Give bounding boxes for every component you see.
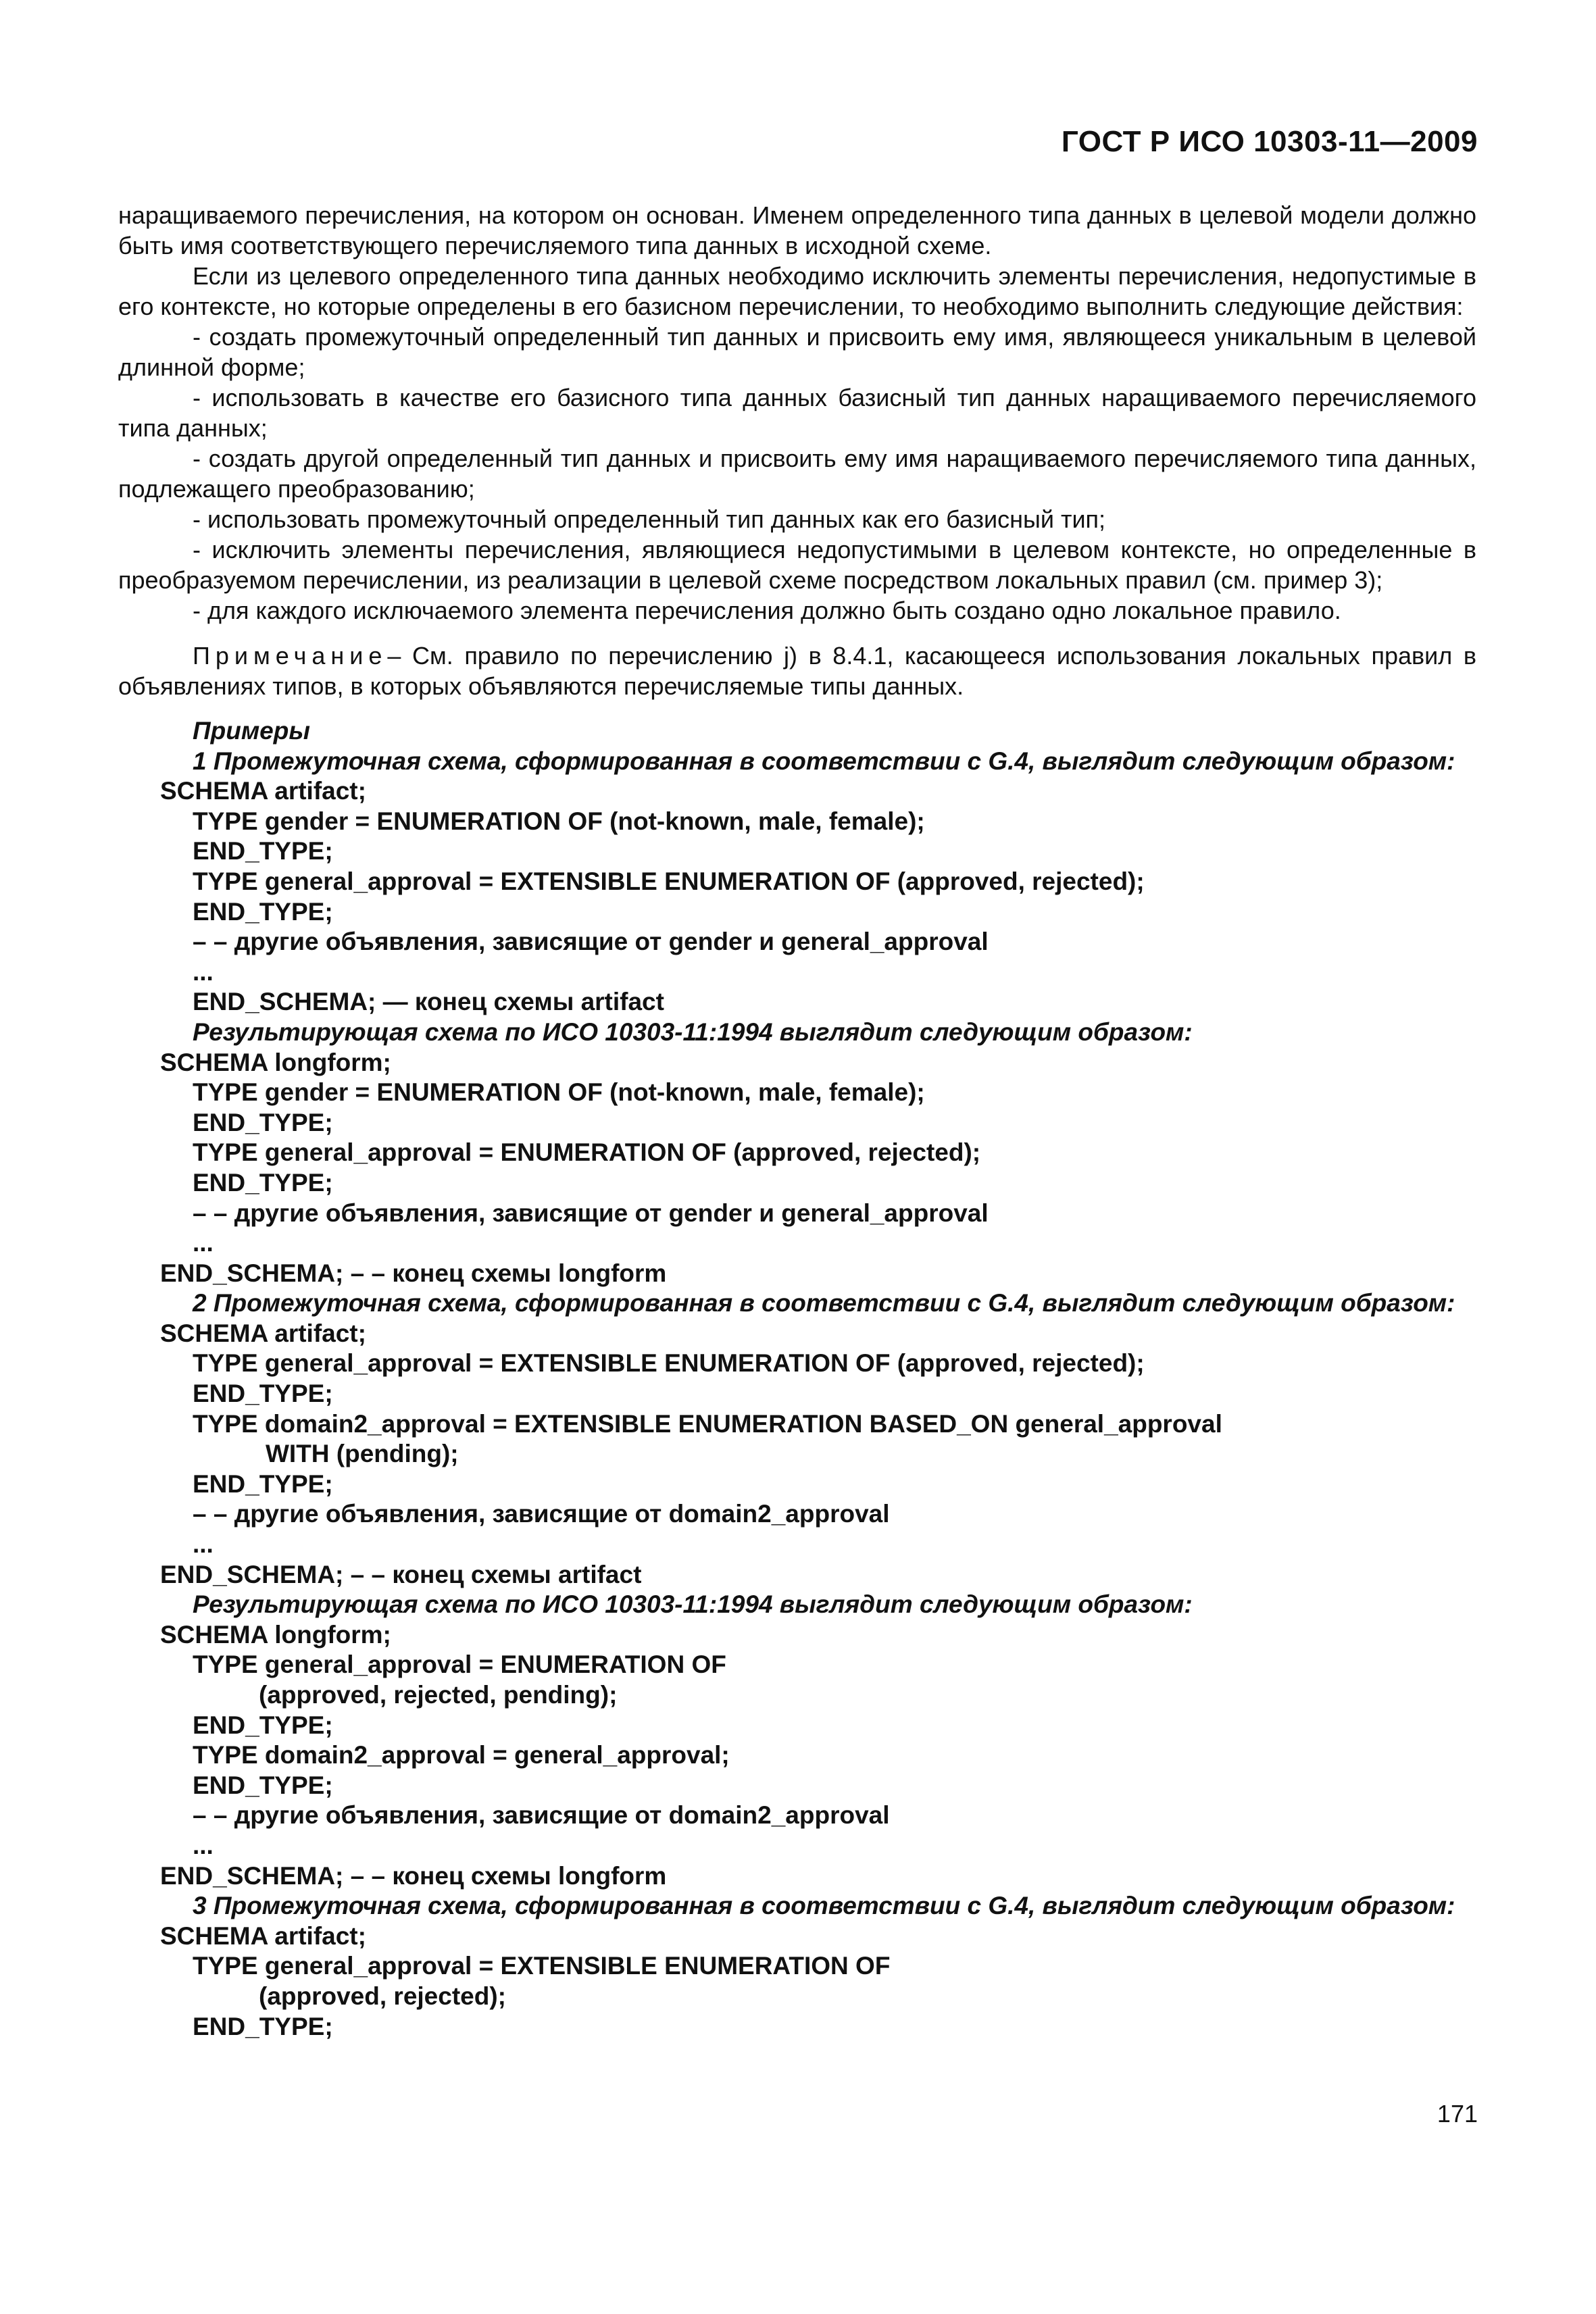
code-line: SCHEMA artifact; xyxy=(160,1319,366,1347)
code-line: END_SCHEMA; – – конец схемы artifact xyxy=(160,1560,642,1588)
code-comment: – – другие объявления, зависящие от domain2_approval xyxy=(193,1801,890,1830)
example-caption: Результирующая схема по ИСО 10303-11:1994 выглядит следующим образом: xyxy=(193,1017,1193,1046)
example-caption: Результирующая схема по ИСО 10303-11:1994 выглядит следующим образом: xyxy=(193,1590,1193,1619)
code-line: END_SCHEMA; — конец схемы artifact xyxy=(193,988,664,1016)
code-line: END_SCHEMA; – – конец схемы longform xyxy=(160,1861,667,1890)
code-line: END_TYPE; xyxy=(193,1168,333,1197)
standard-header: ГОСТ Р ИСО 10303-11—2009 xyxy=(1061,125,1478,158)
note-label: Примечание xyxy=(193,642,388,670)
examples-heading: Примеры xyxy=(193,717,310,745)
code-line: TYPE general_approval = ENUMERATION OF xyxy=(193,1651,726,1679)
code-line: TYPE domain2_approval = EXTENSIBLE ENUMERATION BASED_ON general_approval xyxy=(193,1409,1222,1438)
code-line: TYPE general_approval = EXTENSIBLE ENUMERATION OF (approved, rejected); xyxy=(193,867,1145,895)
paragraph: наращиваемого перечисления, на котором он основан. Именем определенного типа данных в целевой модели должно быть имя соответствующего перечисляемого типа данных в исходной схеме. xyxy=(118,201,1476,259)
code-line: TYPE domain2_approval = general_approval; xyxy=(193,1741,730,1769)
code-line: TYPE general_approval = ENUMERATION OF (approved, rejected); xyxy=(193,1138,981,1167)
code-line: END_TYPE; xyxy=(193,1108,333,1136)
code-line: END_TYPE; xyxy=(193,1711,333,1739)
code-comment: – – другие объявления, зависящие от gender и general_approval xyxy=(193,1199,989,1227)
code-line: TYPE gender = ENUMERATION OF (not-known, male, female); xyxy=(193,1078,925,1107)
note xyxy=(118,640,1476,701)
code-line: SCHEMA artifact; xyxy=(160,777,366,805)
code-ellipsis: ... xyxy=(193,1831,214,1859)
code-line: (approved, rejected); xyxy=(259,1982,506,2010)
code-line: END_TYPE; xyxy=(193,897,333,926)
list-item: - создать другой определенный тип данных и присвоить ему имя наращиваемого перечисляемого типа данных, подлежащего преобразованию; xyxy=(118,445,1476,503)
list-item: - использовать промежуточный определенный тип данных как его базисный тип; xyxy=(193,505,1106,533)
note-text: – См. правило по перечислению j) в 8.4.1, касающееся использования локальных правил в объявлениях типов, в которых объявляются перечисляемые типы данных. xyxy=(118,642,1476,700)
code-line: END_TYPE; xyxy=(193,1469,333,1498)
code-comment: – – другие объявления, зависящие от gender и general_approval xyxy=(193,928,989,956)
example-caption: 3 Промежуточная схема, сформированная в соответствии с G.4, выглядит следующим образом: xyxy=(193,1892,1455,1920)
paragraph: Если из целевого определенного типа данных необходимо исключить элементы перечисления, недопустимые в его контексте, но которые определены в его базисном перечислении, то необходимо выполнить следующие действия: xyxy=(118,262,1476,320)
code-comment: – – другие объявления, зависящие от domain2_approval xyxy=(193,1500,890,1528)
list-item: - использовать в качестве его базисного типа данных базисный тип данных наращиваемого перечисляемого типа данных; xyxy=(118,384,1476,442)
code-ellipsis: ... xyxy=(193,1229,214,1257)
code-line: SCHEMA longform; xyxy=(160,1620,391,1649)
code-line: SCHEMA longform; xyxy=(160,1048,391,1076)
list-item: - для каждого исключаемого элемента перечисления должно быть создано одно локальное правило. xyxy=(193,597,1341,624)
page-number: 171 xyxy=(1437,2100,1478,2128)
page-content xyxy=(118,200,1476,2042)
code-ellipsis: ... xyxy=(193,957,214,986)
list-item: - исключить элементы перечисления, являющиеся недопустимыми в целевом контексте, но определенные в преобразуемом перечислении, из реализации в целевой схеме посредством локальных правил (см. пример 3); xyxy=(118,536,1476,594)
code-line: SCHEMA artifact; xyxy=(160,1921,366,1950)
example-caption: 2 Промежуточная схема, сформированная в соответствии с G.4, выглядит следующим образом: xyxy=(193,1289,1455,1317)
code-line: END_TYPE; xyxy=(193,1380,333,1408)
code-line: WITH (pending); xyxy=(266,1440,459,1468)
code-ellipsis: ... xyxy=(193,1530,214,1559)
code-line: TYPE general_approval = EXTENSIBLE ENUMERATION OF (approved, rejected); xyxy=(193,1349,1145,1378)
code-line: END_TYPE; xyxy=(193,837,333,865)
code-line: TYPE general_approval = EXTENSIBLE ENUMERATION OF xyxy=(193,1952,891,1980)
code-line: (approved, rejected, pending); xyxy=(259,1681,618,1709)
code-line: END_TYPE; xyxy=(193,2012,333,2040)
example-caption: 1 Промежуточная схема, сформированная в соответствии с G.4, выглядит следующим образом: xyxy=(193,747,1455,775)
code-line: END_TYPE; xyxy=(193,1771,333,1799)
code-line: END_SCHEMA; – – конец схемы longform xyxy=(160,1259,667,1287)
list-item: - создать промежуточный определенный тип данных и присвоить ему имя, являющееся уникальным в целевой длинной форме; xyxy=(118,323,1476,381)
code-line: TYPE gender = ENUMERATION OF (not-known, male, female); xyxy=(193,807,925,835)
